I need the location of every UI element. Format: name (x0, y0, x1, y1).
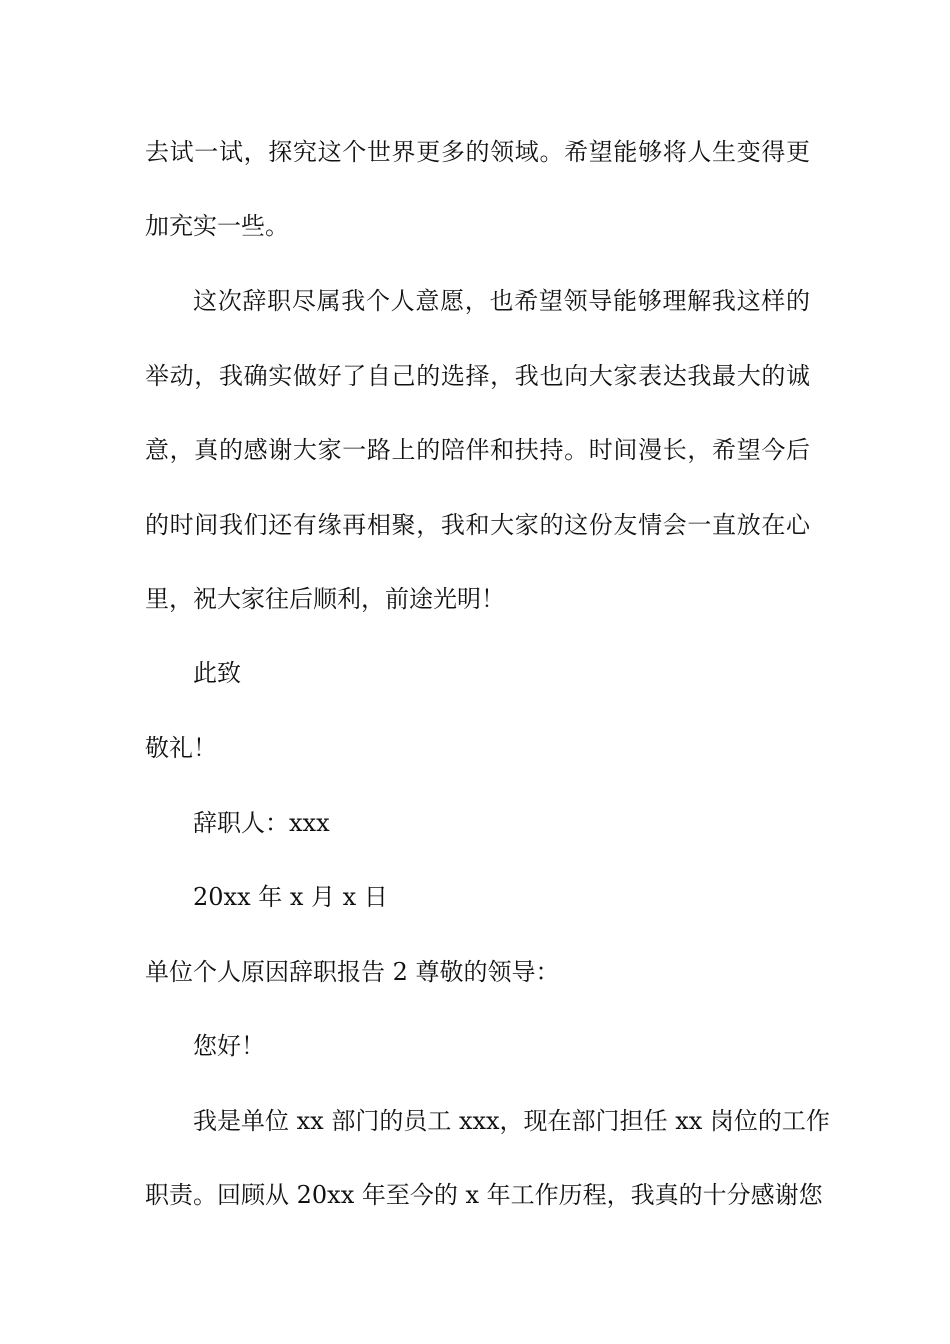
paragraph-line: 我是单位 xx 部门的员工 xxx，现在部门担任 xx 岗位的工作 (193, 1107, 830, 1135)
paragraph-line: 举动，我确实做好了自己的选择，我也向大家表达我最大的诚 (145, 362, 810, 390)
signature-line: 辞职人：xxx (193, 809, 330, 837)
paragraph-line: 的时间我们还有缘再相聚，我和大家的这份友情会一直放在心 (145, 511, 810, 539)
paragraph-line: 加充实一些。 (145, 212, 289, 240)
paragraph-line: 里，祝大家往后顺利，前途光明！ (145, 585, 505, 613)
paragraph-line: 意，真的感谢大家一路上的陪伴和扶持。时间漫长，希望今后 (145, 436, 810, 464)
section-heading: 单位个人原因辞职报告 2 尊敬的领导： (145, 958, 560, 986)
closing-phrase: 此致 (193, 659, 241, 687)
date-line: 20xx 年 x 月 x 日 (193, 883, 388, 911)
paragraph-line: 职责。回顾从 20xx 年至今的 x 年工作历程，我真的十分感谢您 (145, 1181, 823, 1209)
greeting-line: 您好！ (193, 1032, 265, 1060)
closing-salutation: 敬礼！ (145, 734, 217, 762)
paragraph-line: 去试一试，探究这个世界更多的领域。希望能够将人生变得更 (145, 138, 810, 166)
paragraph-line: 这次辞职尽属我个人意愿，也希望领导能够理解我这样的 (193, 287, 810, 315)
